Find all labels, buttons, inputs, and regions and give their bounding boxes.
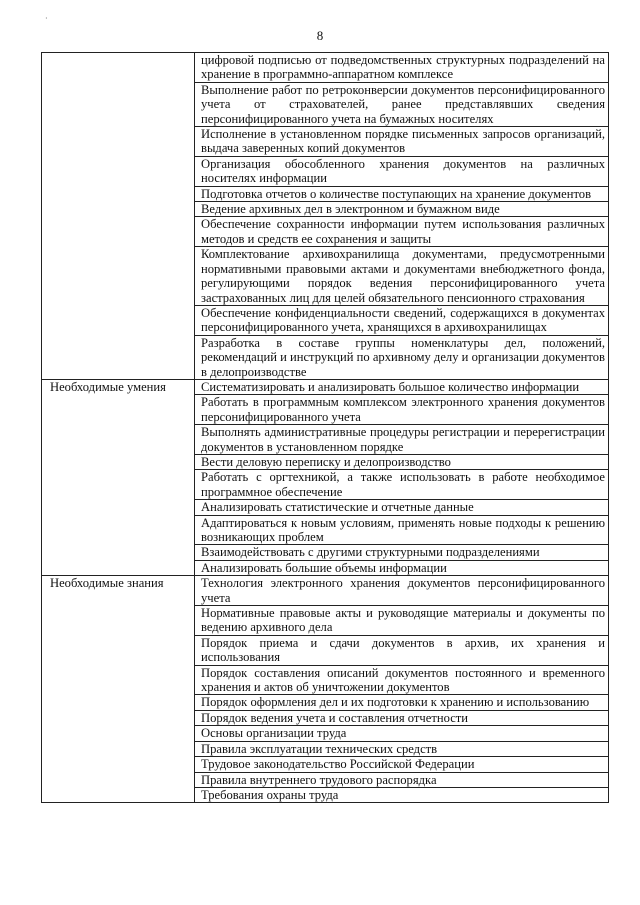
requirement-cell: Нормативные правовые акты и руководящие материалы и документы по ведению архивного дела bbox=[195, 606, 609, 636]
table-row bbox=[42, 560, 609, 575]
table-row bbox=[42, 545, 609, 560]
requirement-cell: Обеспечение конфиденциальности сведений, содержащихся в документах персонифицированного учета, хранящихся в архивохранилищах bbox=[195, 305, 609, 335]
section-label bbox=[42, 53, 195, 83]
table-row bbox=[42, 772, 609, 787]
requirement-cell: Анализировать большие объемы информации bbox=[195, 560, 609, 575]
requirement-cell: Выполнение работ по ретроконверсии документов персонифицированного учета от страхователей, ранее представлявших сведения персонифицированного учета на бумажных носителях bbox=[195, 82, 609, 126]
section-label bbox=[42, 425, 195, 455]
table-row bbox=[42, 515, 609, 545]
section-label bbox=[42, 545, 195, 560]
requirement-cell: Основы организации труда bbox=[195, 726, 609, 741]
table-row bbox=[42, 379, 609, 394]
section-label bbox=[42, 217, 195, 247]
section-label bbox=[42, 335, 195, 379]
table-row bbox=[42, 576, 609, 606]
table-row bbox=[42, 395, 609, 425]
table-row bbox=[42, 335, 609, 379]
requirement-cell: Вести деловую переписку и делопроизводство bbox=[195, 454, 609, 469]
requirement-cell: Адаптироваться к новым условиям, применять новые подходы к решению возникающих проблем bbox=[195, 515, 609, 545]
requirement-cell: Взаимодействовать с другими структурными подразделениями bbox=[195, 545, 609, 560]
requirement-cell: Порядок ведения учета и составления отчетности bbox=[195, 710, 609, 725]
table-row bbox=[42, 247, 609, 306]
table-row bbox=[42, 741, 609, 756]
table-row bbox=[42, 787, 609, 802]
requirement-cell: Подготовка отчетов о количестве поступающих на хранение документов bbox=[195, 186, 609, 201]
table-row bbox=[42, 500, 609, 515]
table-row bbox=[42, 757, 609, 772]
table-row bbox=[42, 606, 609, 636]
section-label bbox=[42, 470, 195, 500]
section-label bbox=[42, 726, 195, 741]
table-row bbox=[42, 186, 609, 201]
section-label bbox=[42, 247, 195, 306]
table-row bbox=[42, 665, 609, 695]
table-row bbox=[42, 217, 609, 247]
requirement-cell: Требования охраны труда bbox=[195, 787, 609, 802]
requirement-cell: Технология электронного хранения документов персонифицированного учета bbox=[195, 576, 609, 606]
table-row bbox=[42, 454, 609, 469]
section-label bbox=[42, 695, 195, 710]
page-number: 8 bbox=[316, 28, 324, 43]
requirement-cell: Обеспечение сохранности информации путем использования различных методов и средств ее сохранения и защиты bbox=[195, 217, 609, 247]
table-row bbox=[42, 82, 609, 126]
section-label bbox=[42, 305, 195, 335]
table-row bbox=[42, 695, 609, 710]
section-label bbox=[42, 202, 195, 217]
table-row bbox=[42, 53, 609, 83]
table-row bbox=[42, 710, 609, 725]
requirement-cell: Трудовое законодательство Российской Федерации bbox=[195, 757, 609, 772]
requirement-cell: цифровой подписью от подведомственных структурных подразделений на хранение в программно-аппаратном комплексе bbox=[195, 53, 609, 83]
requirement-cell: Правила эксплуатации технических средств bbox=[195, 741, 609, 756]
section-label bbox=[42, 665, 195, 695]
table-row bbox=[42, 726, 609, 741]
requirement-cell: Организация обособленного хранения документов на различных носителях информации bbox=[195, 156, 609, 186]
section-label bbox=[42, 156, 195, 186]
requirement-cell: Порядок составления описаний документов постоянного и временного хранения и актов об уничтожении документов bbox=[195, 665, 609, 695]
section-label bbox=[42, 710, 195, 725]
table-row bbox=[42, 425, 609, 455]
requirement-cell: Выполнять административные процедуры регистрации и перерегистрации документов в установленном порядке bbox=[195, 425, 609, 455]
requirement-cell: Исполнение в установленном порядке письменных запросов организаций, выдача заверенных копий документов bbox=[195, 127, 609, 157]
section-label: Необходимые знания bbox=[42, 576, 195, 606]
section-label bbox=[42, 741, 195, 756]
requirement-cell: Работать с оргтехникой, а также использовать в работе необходимое программное обеспечение bbox=[195, 470, 609, 500]
section-label bbox=[42, 757, 195, 772]
section-label bbox=[42, 772, 195, 787]
section-label bbox=[42, 787, 195, 802]
requirement-cell: Систематизировать и анализировать большое количество информации bbox=[195, 379, 609, 394]
table-row bbox=[42, 305, 609, 335]
section-label: Необходимые умения bbox=[42, 379, 195, 394]
section-label bbox=[42, 500, 195, 515]
requirement-cell: Работать в программным комплексом электронного хранения документов персонифицированного учета bbox=[195, 395, 609, 425]
section-label bbox=[42, 127, 195, 157]
requirement-cell: Ведение архивных дел в электронном и бумажном виде bbox=[195, 202, 609, 217]
table-row bbox=[42, 470, 609, 500]
section-label bbox=[42, 454, 195, 469]
section-label bbox=[42, 635, 195, 665]
requirement-cell: Порядок приема и сдачи документов в архив, их хранения и использования bbox=[195, 635, 609, 665]
table-row bbox=[42, 202, 609, 217]
requirement-cell: Порядок оформления дел и их подготовки к хранению и использованию bbox=[195, 695, 609, 710]
section-label bbox=[42, 560, 195, 575]
requirement-cell: Анализировать статистические и отчетные данные bbox=[195, 500, 609, 515]
scan-mark: · bbox=[45, 14, 48, 23]
section-label bbox=[42, 515, 195, 545]
job-requirements-table bbox=[41, 52, 609, 803]
requirement-cell: Правила внутреннего трудового распорядка bbox=[195, 772, 609, 787]
section-label bbox=[42, 395, 195, 425]
section-label bbox=[42, 606, 195, 636]
section-label bbox=[42, 82, 195, 126]
table-row bbox=[42, 127, 609, 157]
table-row bbox=[42, 156, 609, 186]
requirement-cell: Разработка в составе группы номенклатуры дел, положений, рекомендаций и инструкций по архивному делу и организации документов в делопроизводстве bbox=[195, 335, 609, 379]
requirement-cell: Комплектование архивохранилища документами, предусмотренными нормативными правовыми актами и документами внебюджетного фонда, регулирующими порядок ведения персонифицированного учета застрахованных лиц для целей обязательного пенсионного страхования bbox=[195, 247, 609, 306]
table-row bbox=[42, 635, 609, 665]
section-label bbox=[42, 186, 195, 201]
